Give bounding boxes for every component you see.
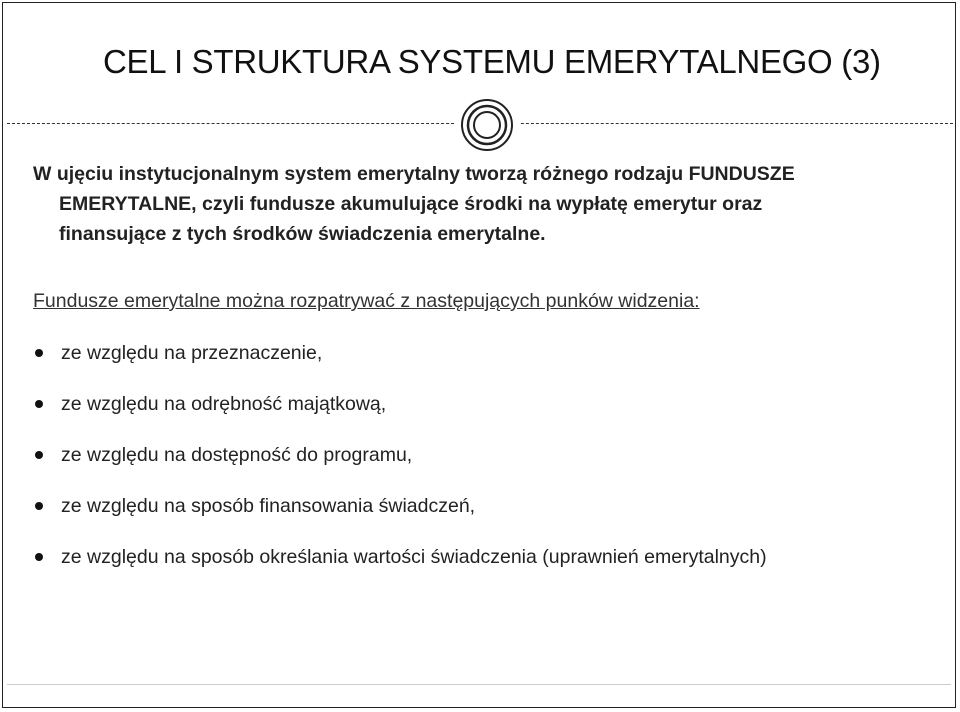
bullet-dot-icon	[35, 451, 43, 459]
list-item	[33, 340, 767, 391]
list-item	[33, 442, 767, 493]
intro-line-3: finansujące z tych środków świadczenia emerytalne.	[59, 223, 546, 245]
slide-title: CEL I STRUKTURA SYSTEMU EMERYTALNEGO (3)	[103, 43, 881, 80]
bullet-dot-icon	[35, 400, 43, 408]
list-item	[33, 493, 767, 544]
intro-line-2: EMERYTALNE, czyli fundusze akumulujące środki na wypłatę emerytur oraz	[59, 193, 763, 215]
list-item	[33, 544, 767, 595]
list-item-text: ze względu na dostępność do programu,	[61, 444, 413, 466]
list-item-text: ze względu na sposób określania wartości świadczenia (uprawnień emerytalnych)	[61, 546, 767, 568]
concentric-circles-icon	[455, 99, 519, 155]
list-item	[33, 391, 767, 442]
list-item-text: ze względu na przeznaczenie,	[61, 342, 323, 364]
bullet-list	[33, 340, 767, 595]
slide-frame	[2, 2, 956, 708]
bullet-dot-icon	[35, 349, 43, 357]
intro-paragraph	[33, 159, 893, 249]
bullet-dot-icon	[35, 553, 43, 561]
lead-sentence: Fundusze emerytalne można rozpatrywać z następujących punków widzenia:	[33, 290, 700, 312]
list-item-text: ze względu na sposób finansowania świadczeń,	[61, 495, 476, 517]
intro-line-1: W ujęciu instytucjonalnym system emerytalny tworzą różnego rodzaju FUNDUSZE	[33, 163, 795, 185]
footer-line	[7, 684, 951, 685]
bullet-dot-icon	[35, 502, 43, 510]
list-item-text: ze względu na odrębność majątkową,	[61, 393, 387, 415]
